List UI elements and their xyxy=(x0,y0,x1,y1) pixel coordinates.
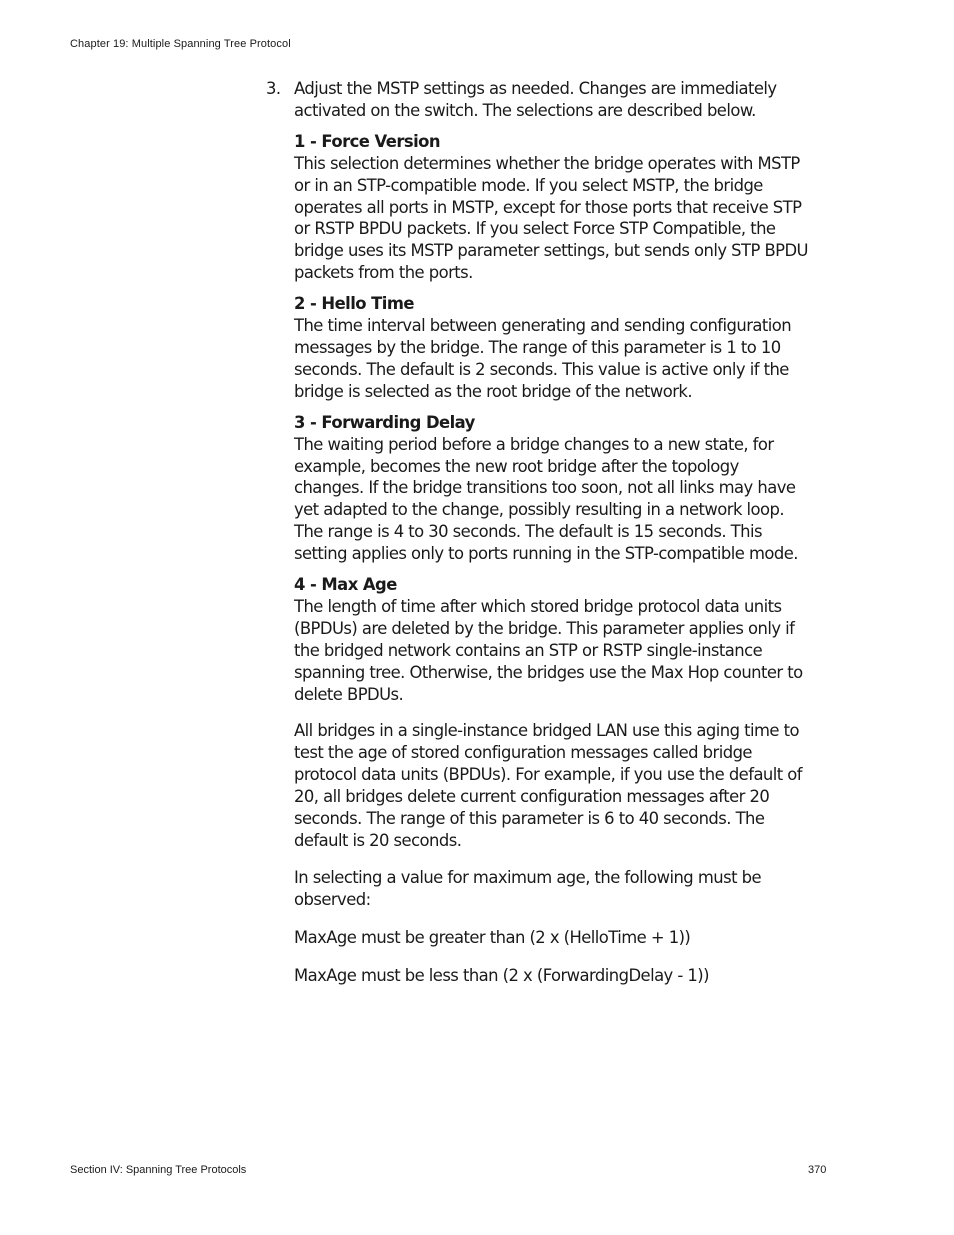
running-head: Chapter 19: Multiple Spanning Tree Protocol xyxy=(70,38,291,50)
setting-title: 3 - Forwarding Delay xyxy=(294,412,475,432)
setting-description: The time interval between generating and sending configuration messages by the bridge. The range of this parameter is 1 to 10 seconds. The default is 2 seconds. This value is active only if the bridge is selected as the root bridge of the network. xyxy=(294,316,792,401)
setting-force-version xyxy=(294,131,810,284)
setting-forwarding-delay xyxy=(294,412,810,565)
setting-title: 1 - Force Version xyxy=(294,131,440,151)
step-text: Adjust the MSTP settings as needed. Changes are immediately activated on the switch. The selections are described below. xyxy=(294,79,777,120)
setting-max-age xyxy=(294,574,810,705)
page-body xyxy=(266,78,826,987)
setting-description: This selection determines whether the bridge operates with MSTP or in an STP-compatible mode. If you select MSTP, the bridge operates all ports in MSTP, except for those ports that receive STP or RSTP BPDU packets. If you select Force STP Compatible, the bridge uses its MSTP parameter settings, but sends only STP BPDU packets from the ports. xyxy=(294,153,808,283)
setting-description: The waiting period before a bridge changes to a new state, for example, becomes the new root bridge after the topology changes. If the bridge transitions too soon, not all links may have yet adapted to the change, possibly resulting in a network loop. The range is 4 to 30 seconds. The default is 15 seconds. This setting applies only to ports running in the STP-compatible mode. xyxy=(294,434,798,564)
setting-hello-time xyxy=(294,293,810,403)
step-3 xyxy=(266,78,826,122)
setting-title: 4 - Max Age xyxy=(294,575,397,595)
selecting-paragraph: In selecting a value for maximum age, the following must be observed: xyxy=(294,867,761,909)
settings-list xyxy=(294,131,810,987)
page-number: 370 xyxy=(808,1164,827,1176)
footer-section: Section IV: Spanning Tree Protocols xyxy=(70,1164,247,1176)
setting-description: The length of time after which stored bridge protocol data units (BPDUs) are deleted by the bridge. This parameter applies only if the bridged network contains an STP or RSTP single-instance spanning tree. Otherwise, the bridges use the Max Hop counter to delete BPDUs. xyxy=(294,596,803,704)
maxage-rule-hello: MaxAge must be greater than (2 x (HelloTime + 1)) xyxy=(294,927,691,947)
aging-paragraph: All bridges in a single-instance bridged LAN use this aging time to test the age of stored configuration messages called bridge protocol data units (BPDUs). For example, if you use the default of 20, all bridges delete current configuration messages after 20 seconds. The range of this parameter is 6 to 40 seconds. The default is 20 seconds. xyxy=(294,721,803,850)
maxage-rule-forwarding: MaxAge must be less than (2 x (ForwardingDelay - 1)) xyxy=(294,965,709,985)
setting-title: 2 - Hello Time xyxy=(294,294,414,314)
step-number: 3. xyxy=(266,79,281,98)
